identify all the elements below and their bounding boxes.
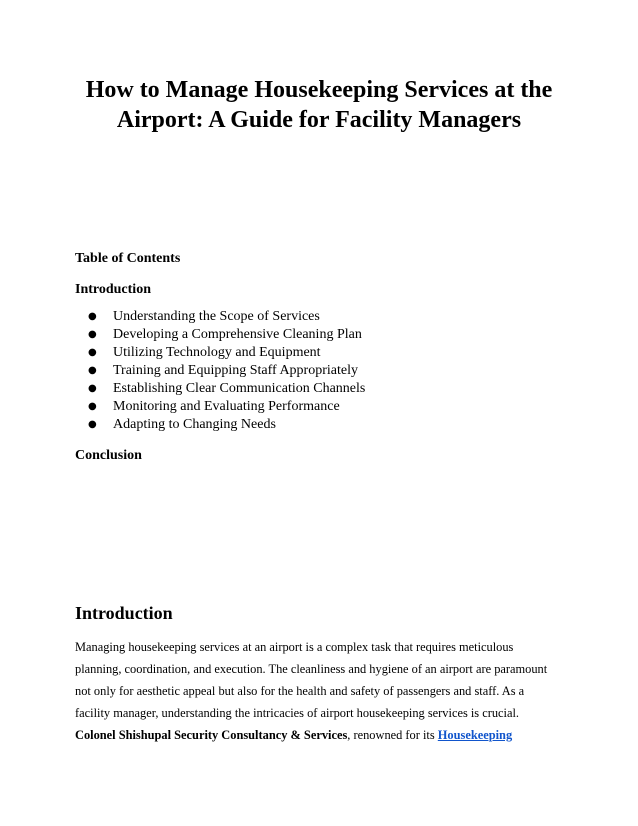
- toc-item-cleaning-plan: [75, 326, 365, 344]
- toc-item-scope: [75, 308, 365, 326]
- toc-item-label: Adapting to Changing Needs: [113, 417, 276, 432]
- toc-item-label: Utilizing Technology and Equipment: [113, 345, 321, 360]
- toc-introduction: Introduction: [75, 282, 151, 297]
- toc-item-label: Monitoring and Evaluating Performance: [113, 399, 340, 414]
- page-title: [60, 75, 578, 135]
- housekeeping-link[interactable]: Housekeeping: [437, 728, 513, 742]
- title-line-2: Airport: A Guide for Facility Managers: [116, 107, 522, 133]
- toc-item-label: Training and Equipping Staff Appropriately: [113, 363, 358, 378]
- toc-list: [75, 308, 365, 434]
- toc-item-label: Developing a Comprehensive Cleaning Plan: [113, 327, 362, 342]
- paragraph-line: planning, coordination, and execution. The cleanliness and hygiene of an airport are paramount: [75, 662, 548, 676]
- bullet-icon: ●: [88, 329, 97, 340]
- paragraph-line: not only for aesthetic appeal but also for the health and safety of passengers and staff. As a: [75, 684, 525, 698]
- bullet-icon: ●: [88, 419, 97, 430]
- toc-conclusion: Conclusion: [75, 448, 142, 463]
- paragraph-line: Managing housekeeping services at an airport is a complex task that requires meticulous: [75, 640, 514, 654]
- title-line-1: How to Manage Housekeeping Services at the: [85, 77, 553, 103]
- toc-heading: Table of Contents: [75, 251, 181, 266]
- toc-item-technology: [75, 344, 365, 362]
- bullet-icon: ●: [88, 383, 97, 394]
- toc-item-training: [75, 362, 365, 380]
- bullet-icon: ●: [88, 311, 97, 322]
- toc-item-label: Establishing Clear Communication Channels: [113, 381, 366, 396]
- company-name: Colonel Shishupal Security Consultancy & Services: [75, 728, 348, 742]
- paragraph-text: , renowned for its: [347, 728, 438, 742]
- bullet-icon: ●: [88, 401, 97, 412]
- toc-item-communication: [75, 380, 365, 398]
- paragraph-line: facility manager, understanding the intricacies of airport housekeeping services is crucial.: [75, 706, 520, 720]
- bullet-icon: ●: [88, 347, 97, 358]
- toc-item-label: Understanding the Scope of Services: [113, 309, 320, 324]
- toc-item-monitoring: [75, 398, 365, 416]
- introduction-paragraph: [75, 636, 575, 746]
- bullet-icon: ●: [88, 365, 97, 376]
- toc-item-adapting: [75, 416, 365, 434]
- introduction-heading: Introduction: [75, 603, 173, 623]
- paragraph-line-last: [75, 724, 575, 746]
